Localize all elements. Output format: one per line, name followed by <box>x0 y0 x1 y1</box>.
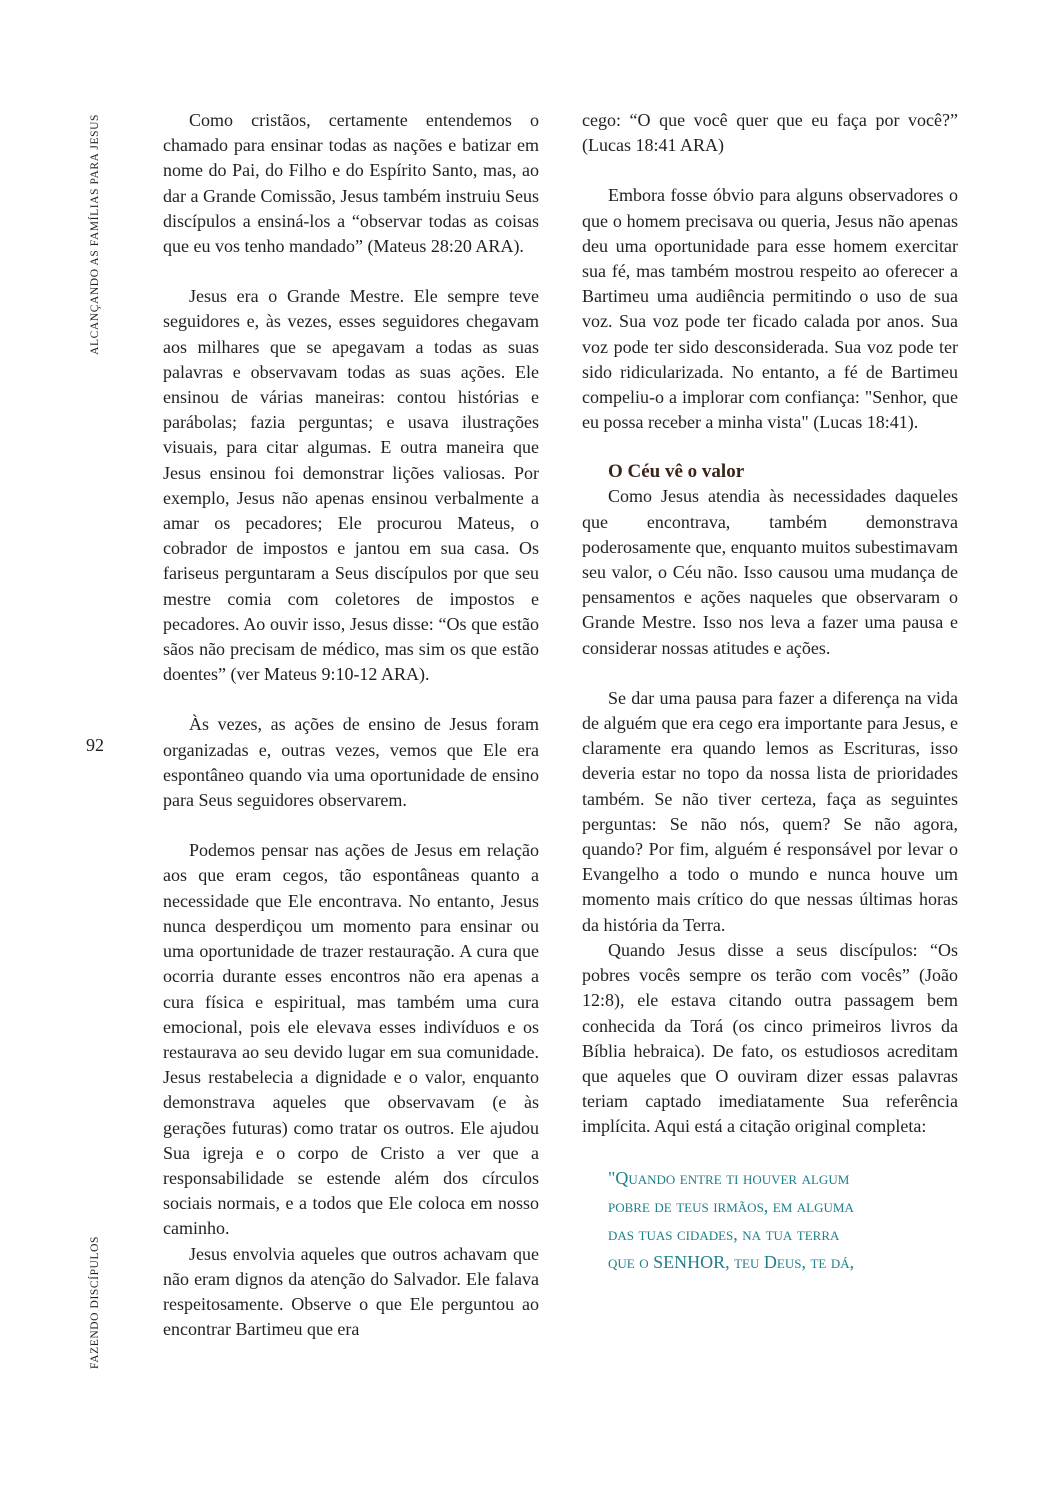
page-number: 92 <box>86 735 104 755</box>
paragraph: Como cristãos, certamente entendemos o chamado para ensinar todas as nações e batizar em nome do Pai, do Filho e do Espírito Santo, mas, ao dar a Grande Comissão, Jesus também instruiu Seus discípulos a ensiná-los a “observar todas as coisas que eu vos tenho mandado” (Mateus 28:20 ARA). <box>163 110 539 257</box>
section-heading: O Céu vê o valor <box>608 461 745 483</box>
paragraph: Se dar uma pausa para fazer a diferença na vida de alguém que era cego era importante para Jesus, e claramente era quando lemos as Escrituras, isso deveria estar no topo da nossa lista de prioridades também. Se não tiver certeza, faça as seguintes perguntas: Se não nós, quem? Se não agora, quando? Por fim, alguém é responsável por levar o Evangelho a todo o mundo e nunca houve um momento mais crítico do que nessas últimas horas da história da Terra. <box>582 687 958 935</box>
running-head-book-title: ALCANÇANDO AS FAMÍLIAS PARA JESUS <box>89 113 101 355</box>
running-head-section: FAZENDO DISCÍPULOS <box>89 1235 101 1369</box>
quote-line: "Quando entre ti houver algum <box>608 1167 850 1188</box>
paragraph: Jesus era o Grande Mestre. Ele sempre teve seguidores e, às vezes, esses seguidores chegavam aos milhares que se apegavam a todas as suas palavras e observavam todas as suas ações. Ele ensinou de várias maneiras: contou histórias e parábolas; fazia perguntas; e usava ilustrações visuais, para citar algumas. E outra maneira que Jesus ensinou foi demonstrar lições valiosas. Por exemplo, Jesus não apenas ensinou verbalmente a amar os pecadores; Ele procurou Mateus, o cobrador de impostos e jantou em sua casa. Os fariseus perguntaram a Seus discípulos por que seu mestre comia com coletores de impostos e pecadores. Ao ouvir isso, Jesus disse: “Os que estão sãos não precisam de médico, mas sim os que estão doentes” (ver Mateus 9:10-12 ARA). <box>163 286 539 685</box>
quote-line: das tuas cidades, na tua terra <box>608 1223 840 1244</box>
quote-line: pobre de teus irmãos, em alguma <box>608 1195 854 1216</box>
paragraph: Podemos pensar nas ações de Jesus em relação aos que eram cegos, tão espontâneas quanto a necessidade que Ele encontrava. No entanto, Jesus nunca desperdiçou um momento para ensinar ou uma oportunidade de trazer restauração. A cura que ocorria durante esses encontros não era apenas a cura física e espiritual, mas também uma cura emocional, pois ele elevava esses indivíduos e os restaurava ao seu devido lugar em sua comunidade. Jesus restabelecia a dignidade e o valor, enquanto demonstrava aqueles que observavam (e às gerações futuras) como tratar os outros. Ele ajudou Sua igreja e o corpo de Cristo a ver que a responsabilidade se estende além dos círculos sociais normais, e a todos que Ele coloca em nosso caminho. <box>163 840 539 1239</box>
paragraph: Jesus envolvia aqueles que outros achavam que não eram dignos da atenção do Salvador. Ele falava respeitosamente. Observe o que Ele perguntou ao encontrar Bartimeu que era <box>163 1243 539 1340</box>
paragraph: Como Jesus atendia às necessidades daqueles que encontrava, também demonstrava poderosamente que, enquanto muitos subestimavam seu valor, o Céu não. Isso causou uma mudança de pensamentos e ações naqueles que observaram o Grande Mestre. Isso nos leva a fazer uma pausa e considerar nossas atitudes e ações. <box>582 486 958 658</box>
paragraph-continuation: cego: “O que você quer que eu faça por você?” (Lucas 18:41 ARA) <box>582 110 958 156</box>
paragraph: Às vezes, as ações de ensino de Jesus foram organizadas e, outras vezes, vemos que Ele era espontâneo quando via uma oportunidade de ensino para Seus seguidores observarem. <box>163 714 539 811</box>
scripture-quote <box>608 1164 958 1276</box>
quote-line: que o SENHOR, teu Deus, te dá, <box>608 1251 855 1272</box>
paragraph: Quando Jesus disse a seus discípulos: “Os pobres vocês sempre os terão com vocês” (João 12:8), ele estava citando outra passagem bem conhecida da Torá (os cinco primeiros livros da Bíblia hebraica). De fato, os estudiosos acreditam que aqueles que O ouviram dizer essas palavras teriam captado imediatamente Sua referência implícita. Aqui está a citação original completa: <box>582 939 958 1137</box>
paragraph: Embora fosse óbvio para alguns observadores o que o homem precisava ou queria, Jesus não apenas deu uma oportunidade para esse homem exercitar sua fé, mas também mostrou respeito ao oferecer a Bartimeu uma audiência permitindo o uso de sua voz. Sua voz pode ter ficado calada por anos. Sua voz pode ter sido desconsiderada. Sua voz pode ter sido ridicularizada. No entanto, a fé de Bartimeu compeliu-o a implorar com confiança: "Senhor, que eu possa receber a minha vista" (Lucas 18:41). <box>582 185 958 433</box>
right-column <box>582 108 958 1276</box>
left-column <box>163 108 539 1342</box>
